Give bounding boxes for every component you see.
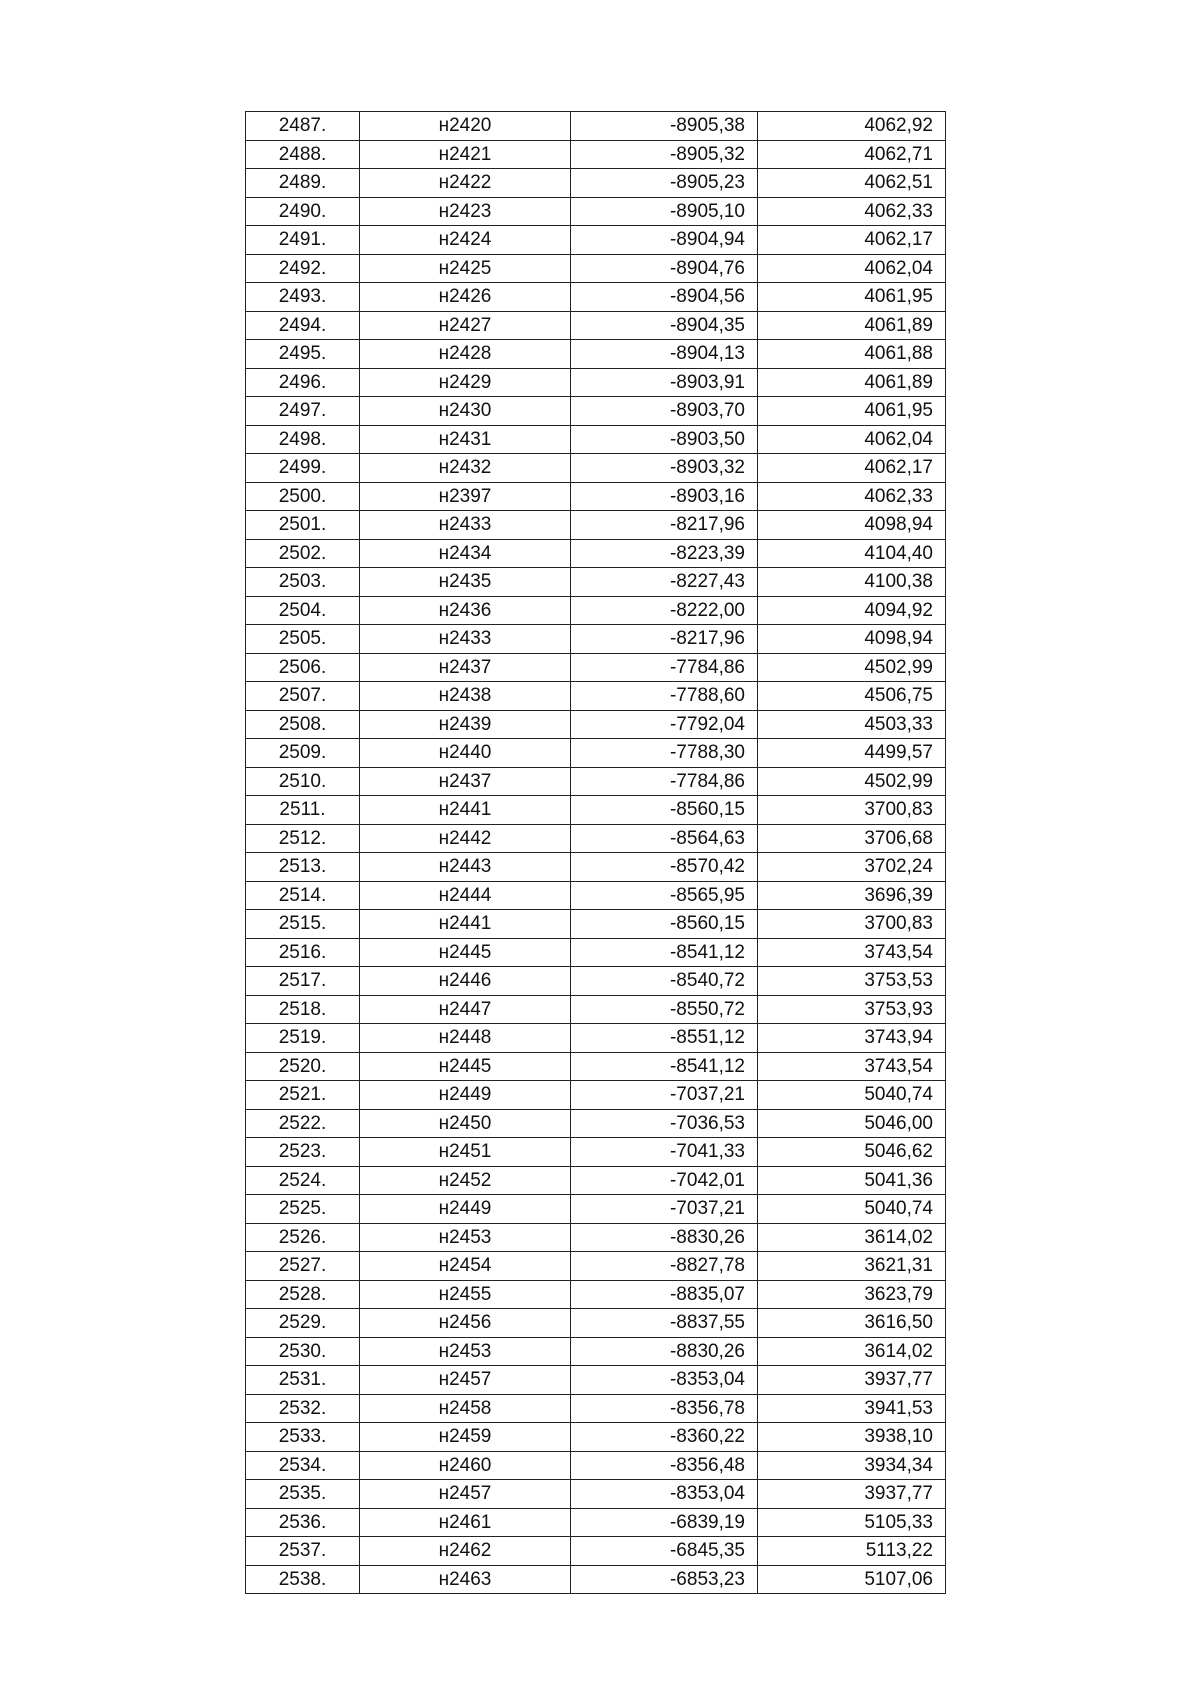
table-row xyxy=(246,1138,946,1167)
table-row xyxy=(246,1081,946,1110)
point-name-cell: н2437 xyxy=(360,767,571,796)
x-coordinate-cell: -8560,15 xyxy=(571,910,758,939)
point-name-cell: н2435 xyxy=(360,568,571,597)
x-coordinate-cell: -8904,13 xyxy=(571,340,758,369)
x-coordinate-cell: -8903,32 xyxy=(571,454,758,483)
table-row xyxy=(246,1309,946,1338)
point-name-cell: н2439 xyxy=(360,710,571,739)
table-row xyxy=(246,311,946,340)
x-coordinate-cell: -8905,23 xyxy=(571,169,758,198)
table-row xyxy=(246,1252,946,1281)
point-name-cell: н2428 xyxy=(360,340,571,369)
point-name-cell: н2455 xyxy=(360,1280,571,1309)
row-number-cell: 2519. xyxy=(246,1024,360,1053)
point-name-cell: н2432 xyxy=(360,454,571,483)
y-coordinate-cell: 3938,10 xyxy=(758,1423,946,1452)
row-number-cell: 2509. xyxy=(246,739,360,768)
x-coordinate-cell: -8904,94 xyxy=(571,226,758,255)
row-number-cell: 2527. xyxy=(246,1252,360,1281)
table-row xyxy=(246,938,946,967)
point-name-cell: н2460 xyxy=(360,1451,571,1480)
point-name-cell: н2429 xyxy=(360,368,571,397)
x-coordinate-cell: -8903,50 xyxy=(571,425,758,454)
x-coordinate-cell: -8227,43 xyxy=(571,568,758,597)
row-number-cell: 2518. xyxy=(246,995,360,1024)
row-number-cell: 2510. xyxy=(246,767,360,796)
row-number-cell: 2492. xyxy=(246,254,360,283)
row-number-cell: 2506. xyxy=(246,653,360,682)
table-row xyxy=(246,169,946,198)
y-coordinate-cell: 4062,33 xyxy=(758,482,946,511)
x-coordinate-cell: -8540,72 xyxy=(571,967,758,996)
y-coordinate-cell: 3621,31 xyxy=(758,1252,946,1281)
x-coordinate-cell: -8356,48 xyxy=(571,1451,758,1480)
point-name-cell: н2448 xyxy=(360,1024,571,1053)
x-coordinate-cell: -8353,04 xyxy=(571,1480,758,1509)
point-name-cell: н2430 xyxy=(360,397,571,426)
y-coordinate-cell: 5040,74 xyxy=(758,1195,946,1224)
x-coordinate-cell: -8827,78 xyxy=(571,1252,758,1281)
row-number-cell: 2508. xyxy=(246,710,360,739)
coordinates-table-body xyxy=(246,112,946,1594)
y-coordinate-cell: 4506,75 xyxy=(758,682,946,711)
x-coordinate-cell: -7042,01 xyxy=(571,1166,758,1195)
table-row xyxy=(246,739,946,768)
x-coordinate-cell: -8217,96 xyxy=(571,625,758,654)
row-number-cell: 2531. xyxy=(246,1366,360,1395)
row-number-cell: 2487. xyxy=(246,112,360,141)
table-row xyxy=(246,1109,946,1138)
y-coordinate-cell: 3614,02 xyxy=(758,1223,946,1252)
row-number-cell: 2501. xyxy=(246,511,360,540)
row-number-cell: 2495. xyxy=(246,340,360,369)
x-coordinate-cell: -8830,26 xyxy=(571,1337,758,1366)
row-number-cell: 2489. xyxy=(246,169,360,198)
point-name-cell: н2427 xyxy=(360,311,571,340)
x-coordinate-cell: -8356,78 xyxy=(571,1394,758,1423)
row-number-cell: 2535. xyxy=(246,1480,360,1509)
row-number-cell: 2526. xyxy=(246,1223,360,1252)
y-coordinate-cell: 3937,77 xyxy=(758,1480,946,1509)
table-row xyxy=(246,653,946,682)
x-coordinate-cell: -7788,60 xyxy=(571,682,758,711)
x-coordinate-cell: -8905,38 xyxy=(571,112,758,141)
x-coordinate-cell: -8360,22 xyxy=(571,1423,758,1452)
y-coordinate-cell: 4061,89 xyxy=(758,368,946,397)
y-coordinate-cell: 5046,62 xyxy=(758,1138,946,1167)
point-name-cell: н2449 xyxy=(360,1081,571,1110)
y-coordinate-cell: 5046,00 xyxy=(758,1109,946,1138)
table-row xyxy=(246,1024,946,1053)
x-coordinate-cell: -8550,72 xyxy=(571,995,758,1024)
x-coordinate-cell: -8830,26 xyxy=(571,1223,758,1252)
point-name-cell: н2441 xyxy=(360,910,571,939)
point-name-cell: н2438 xyxy=(360,682,571,711)
y-coordinate-cell: 5041,36 xyxy=(758,1166,946,1195)
row-number-cell: 2494. xyxy=(246,311,360,340)
point-name-cell: н2424 xyxy=(360,226,571,255)
row-number-cell: 2503. xyxy=(246,568,360,597)
table-row xyxy=(246,140,946,169)
x-coordinate-cell: -7037,21 xyxy=(571,1081,758,1110)
x-coordinate-cell: -8903,91 xyxy=(571,368,758,397)
table-row xyxy=(246,824,946,853)
x-coordinate-cell: -8217,96 xyxy=(571,511,758,540)
point-name-cell: н2440 xyxy=(360,739,571,768)
x-coordinate-cell: -7788,30 xyxy=(571,739,758,768)
x-coordinate-cell: -8835,07 xyxy=(571,1280,758,1309)
point-name-cell: н2453 xyxy=(360,1223,571,1252)
x-coordinate-cell: -8837,55 xyxy=(571,1309,758,1338)
table-row xyxy=(246,682,946,711)
table-row xyxy=(246,1537,946,1566)
row-number-cell: 2538. xyxy=(246,1565,360,1594)
x-coordinate-cell: -7036,53 xyxy=(571,1109,758,1138)
table-row xyxy=(246,1451,946,1480)
y-coordinate-cell: 3700,83 xyxy=(758,796,946,825)
point-name-cell: н2425 xyxy=(360,254,571,283)
y-coordinate-cell: 5040,74 xyxy=(758,1081,946,1110)
table-row xyxy=(246,1280,946,1309)
y-coordinate-cell: 3743,54 xyxy=(758,1052,946,1081)
table-row xyxy=(246,767,946,796)
table-row xyxy=(246,197,946,226)
point-name-cell: н2442 xyxy=(360,824,571,853)
y-coordinate-cell: 3616,50 xyxy=(758,1309,946,1338)
table-row xyxy=(246,425,946,454)
row-number-cell: 2490. xyxy=(246,197,360,226)
table-row xyxy=(246,482,946,511)
table-row xyxy=(246,1508,946,1537)
table-row xyxy=(246,625,946,654)
point-name-cell: н2449 xyxy=(360,1195,571,1224)
point-name-cell: н2444 xyxy=(360,881,571,910)
y-coordinate-cell: 4503,33 xyxy=(758,710,946,739)
table-row xyxy=(246,710,946,739)
row-number-cell: 2491. xyxy=(246,226,360,255)
point-name-cell: н2450 xyxy=(360,1109,571,1138)
y-coordinate-cell: 5105,33 xyxy=(758,1508,946,1537)
x-coordinate-cell: -8560,15 xyxy=(571,796,758,825)
x-coordinate-cell: -8904,35 xyxy=(571,311,758,340)
x-coordinate-cell: -6853,23 xyxy=(571,1565,758,1594)
row-number-cell: 2488. xyxy=(246,140,360,169)
table-row xyxy=(246,1166,946,1195)
row-number-cell: 2537. xyxy=(246,1537,360,1566)
y-coordinate-cell: 4061,95 xyxy=(758,283,946,312)
table-row xyxy=(246,881,946,910)
table-row xyxy=(246,1052,946,1081)
row-number-cell: 2536. xyxy=(246,1508,360,1537)
row-number-cell: 2524. xyxy=(246,1166,360,1195)
x-coordinate-cell: -6839,19 xyxy=(571,1508,758,1537)
point-name-cell: н2433 xyxy=(360,511,571,540)
point-name-cell: н2458 xyxy=(360,1394,571,1423)
x-coordinate-cell: -6845,35 xyxy=(571,1537,758,1566)
row-number-cell: 2522. xyxy=(246,1109,360,1138)
row-number-cell: 2523. xyxy=(246,1138,360,1167)
point-name-cell: н2446 xyxy=(360,967,571,996)
table-row xyxy=(246,1366,946,1395)
row-number-cell: 2496. xyxy=(246,368,360,397)
point-name-cell: н2431 xyxy=(360,425,571,454)
y-coordinate-cell: 3743,54 xyxy=(758,938,946,967)
row-number-cell: 2529. xyxy=(246,1309,360,1338)
y-coordinate-cell: 3941,53 xyxy=(758,1394,946,1423)
point-name-cell: н2443 xyxy=(360,853,571,882)
row-number-cell: 2521. xyxy=(246,1081,360,1110)
x-coordinate-cell: -7037,21 xyxy=(571,1195,758,1224)
row-number-cell: 2499. xyxy=(246,454,360,483)
x-coordinate-cell: -8903,70 xyxy=(571,397,758,426)
row-number-cell: 2517. xyxy=(246,967,360,996)
y-coordinate-cell: 3623,79 xyxy=(758,1280,946,1309)
table-row xyxy=(246,1394,946,1423)
x-coordinate-cell: -7041,33 xyxy=(571,1138,758,1167)
table-row xyxy=(246,995,946,1024)
y-coordinate-cell: 4062,33 xyxy=(758,197,946,226)
y-coordinate-cell: 3753,53 xyxy=(758,967,946,996)
y-coordinate-cell: 4104,40 xyxy=(758,539,946,568)
row-number-cell: 2507. xyxy=(246,682,360,711)
y-coordinate-cell: 3934,34 xyxy=(758,1451,946,1480)
row-number-cell: 2533. xyxy=(246,1423,360,1452)
table-row xyxy=(246,226,946,255)
row-number-cell: 2513. xyxy=(246,853,360,882)
y-coordinate-cell: 3702,24 xyxy=(758,853,946,882)
x-coordinate-cell: -8905,32 xyxy=(571,140,758,169)
y-coordinate-cell: 3743,94 xyxy=(758,1024,946,1053)
y-coordinate-cell: 4499,57 xyxy=(758,739,946,768)
point-name-cell: н2441 xyxy=(360,796,571,825)
y-coordinate-cell: 3937,77 xyxy=(758,1366,946,1395)
x-coordinate-cell: -8564,63 xyxy=(571,824,758,853)
x-coordinate-cell: -8223,39 xyxy=(571,539,758,568)
point-name-cell: н2459 xyxy=(360,1423,571,1452)
x-coordinate-cell: -8570,42 xyxy=(571,853,758,882)
row-number-cell: 2502. xyxy=(246,539,360,568)
table-row xyxy=(246,1423,946,1452)
point-name-cell: н2433 xyxy=(360,625,571,654)
point-name-cell: н2436 xyxy=(360,596,571,625)
point-name-cell: н2422 xyxy=(360,169,571,198)
y-coordinate-cell: 5113,22 xyxy=(758,1537,946,1566)
point-name-cell: н2437 xyxy=(360,653,571,682)
point-name-cell: н2462 xyxy=(360,1537,571,1566)
point-name-cell: н2420 xyxy=(360,112,571,141)
row-number-cell: 2498. xyxy=(246,425,360,454)
y-coordinate-cell: 4062,92 xyxy=(758,112,946,141)
y-coordinate-cell: 5107,06 xyxy=(758,1565,946,1594)
x-coordinate-cell: -8904,76 xyxy=(571,254,758,283)
row-number-cell: 2534. xyxy=(246,1451,360,1480)
row-number-cell: 2504. xyxy=(246,596,360,625)
table-row xyxy=(246,454,946,483)
table-row xyxy=(246,1223,946,1252)
row-number-cell: 2514. xyxy=(246,881,360,910)
point-name-cell: н2463 xyxy=(360,1565,571,1594)
row-number-cell: 2511. xyxy=(246,796,360,825)
row-number-cell: 2520. xyxy=(246,1052,360,1081)
x-coordinate-cell: -8353,04 xyxy=(571,1366,758,1395)
table-row xyxy=(246,539,946,568)
table-row xyxy=(246,368,946,397)
x-coordinate-cell: -7784,86 xyxy=(571,767,758,796)
x-coordinate-cell: -8541,12 xyxy=(571,1052,758,1081)
y-coordinate-cell: 4062,04 xyxy=(758,254,946,283)
y-coordinate-cell: 4061,88 xyxy=(758,340,946,369)
table-row xyxy=(246,568,946,597)
y-coordinate-cell: 4502,99 xyxy=(758,653,946,682)
point-name-cell: н2456 xyxy=(360,1309,571,1338)
point-name-cell: н2426 xyxy=(360,283,571,312)
table-row xyxy=(246,254,946,283)
y-coordinate-cell: 4100,38 xyxy=(758,568,946,597)
table-row xyxy=(246,112,946,141)
point-name-cell: н2397 xyxy=(360,482,571,511)
point-name-cell: н2445 xyxy=(360,1052,571,1081)
y-coordinate-cell: 4098,94 xyxy=(758,625,946,654)
x-coordinate-cell: -7792,04 xyxy=(571,710,758,739)
point-name-cell: н2423 xyxy=(360,197,571,226)
x-coordinate-cell: -8222,00 xyxy=(571,596,758,625)
point-name-cell: н2447 xyxy=(360,995,571,1024)
table-row xyxy=(246,1565,946,1594)
row-number-cell: 2532. xyxy=(246,1394,360,1423)
point-name-cell: н2457 xyxy=(360,1366,571,1395)
y-coordinate-cell: 4098,94 xyxy=(758,511,946,540)
y-coordinate-cell: 4062,71 xyxy=(758,140,946,169)
table-row xyxy=(246,796,946,825)
y-coordinate-cell: 4094,92 xyxy=(758,596,946,625)
y-coordinate-cell: 3753,93 xyxy=(758,995,946,1024)
y-coordinate-cell: 4062,04 xyxy=(758,425,946,454)
row-number-cell: 2528. xyxy=(246,1280,360,1309)
point-name-cell: н2454 xyxy=(360,1252,571,1281)
point-name-cell: н2461 xyxy=(360,1508,571,1537)
table-row xyxy=(246,853,946,882)
row-number-cell: 2516. xyxy=(246,938,360,967)
row-number-cell: 2493. xyxy=(246,283,360,312)
table-row xyxy=(246,340,946,369)
table-row xyxy=(246,1480,946,1509)
row-number-cell: 2515. xyxy=(246,910,360,939)
point-name-cell: н2452 xyxy=(360,1166,571,1195)
y-coordinate-cell: 4062,51 xyxy=(758,169,946,198)
x-coordinate-cell: -8541,12 xyxy=(571,938,758,967)
x-coordinate-cell: -8903,16 xyxy=(571,482,758,511)
x-coordinate-cell: -8905,10 xyxy=(571,197,758,226)
table-row xyxy=(246,283,946,312)
point-name-cell: н2434 xyxy=(360,539,571,568)
y-coordinate-cell: 3706,68 xyxy=(758,824,946,853)
point-name-cell: н2451 xyxy=(360,1138,571,1167)
y-coordinate-cell: 3700,83 xyxy=(758,910,946,939)
table-row xyxy=(246,967,946,996)
table-row xyxy=(246,397,946,426)
y-coordinate-cell: 4062,17 xyxy=(758,226,946,255)
point-name-cell: н2445 xyxy=(360,938,571,967)
row-number-cell: 2505. xyxy=(246,625,360,654)
x-coordinate-cell: -8904,56 xyxy=(571,283,758,312)
y-coordinate-cell: 4061,95 xyxy=(758,397,946,426)
point-name-cell: н2453 xyxy=(360,1337,571,1366)
y-coordinate-cell: 4062,17 xyxy=(758,454,946,483)
y-coordinate-cell: 3614,02 xyxy=(758,1337,946,1366)
table-row xyxy=(246,910,946,939)
y-coordinate-cell: 3696,39 xyxy=(758,881,946,910)
x-coordinate-cell: -7784,86 xyxy=(571,653,758,682)
y-coordinate-cell: 4502,99 xyxy=(758,767,946,796)
row-number-cell: 2530. xyxy=(246,1337,360,1366)
row-number-cell: 2525. xyxy=(246,1195,360,1224)
x-coordinate-cell: -8551,12 xyxy=(571,1024,758,1053)
table-row xyxy=(246,1195,946,1224)
row-number-cell: 2497. xyxy=(246,397,360,426)
point-name-cell: н2421 xyxy=(360,140,571,169)
row-number-cell: 2500. xyxy=(246,482,360,511)
point-name-cell: н2457 xyxy=(360,1480,571,1509)
table-row xyxy=(246,511,946,540)
y-coordinate-cell: 4061,89 xyxy=(758,311,946,340)
coordinates-table xyxy=(245,111,946,1594)
row-number-cell: 2512. xyxy=(246,824,360,853)
x-coordinate-cell: -8565,95 xyxy=(571,881,758,910)
table-row xyxy=(246,1337,946,1366)
table-row xyxy=(246,596,946,625)
